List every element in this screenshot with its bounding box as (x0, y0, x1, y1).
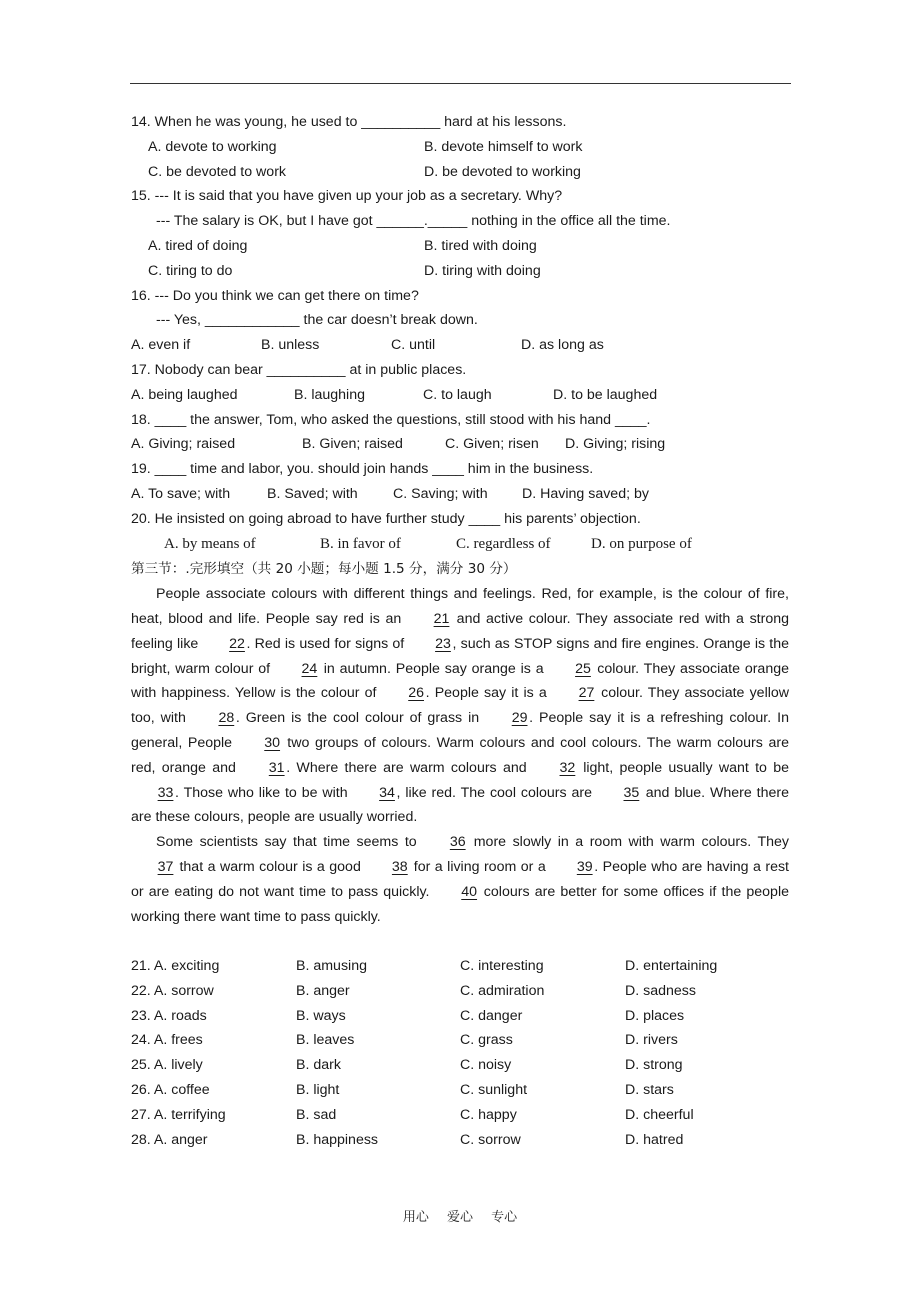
blank-34: 34 (379, 784, 395, 801)
option-d: D. be devoted to working (424, 163, 581, 180)
cloze-option: C. noisy (460, 1057, 512, 1074)
cloze-option: 22. A. sorrow (131, 982, 214, 999)
passage-text: and blue. Where there are these colours, people are usually worried. (131, 784, 790, 826)
blank-40: 40 (461, 883, 478, 900)
question-17 (131, 358, 789, 408)
cloze-option-row (131, 1078, 789, 1103)
cloze-option: 26. A. coffee (131, 1082, 210, 1099)
passage-text: . Those who like to be with (175, 784, 353, 801)
option-a: A. Giving; raised (131, 436, 236, 453)
blank-26: 26 (408, 685, 424, 702)
cloze-option: D. strong (625, 1057, 683, 1074)
option-d: D. tiring with doing (424, 262, 541, 279)
option-b: B. tired with doing (424, 237, 537, 254)
blank-24: 24 (301, 660, 318, 677)
passage-text: for a living room or a (409, 858, 551, 875)
passage-text: and active colour. They associate red with a strong feeling like (131, 610, 789, 652)
cloze-option-row (131, 1028, 789, 1053)
passage-text: People associate colours with different things and feelings. Red, for example, is the colour of fire, heat, blood and life. People say red is an (131, 586, 789, 627)
blank-39: 39 (576, 858, 593, 875)
option-a: A. devote to working (148, 138, 277, 155)
blank-30: 30 (264, 734, 281, 751)
question-stem: 14. When he was young, he used to __________ hard at his lessons. (131, 114, 567, 130)
option-a: A. being laughed (131, 386, 238, 403)
cloze-option: C. interesting (460, 958, 544, 975)
question-stem: 17. Nobody can bear __________ at in public places. (131, 361, 467, 378)
cloze-option-row (131, 1128, 789, 1153)
option-c: C. tiring to do (148, 262, 233, 279)
option-c: C. regardless of (456, 535, 551, 552)
option-a: A. To save; with (131, 485, 231, 502)
blank-33: 33 (157, 784, 174, 801)
passage-text: . People say it is a (425, 685, 552, 702)
cloze-option: D. entertaining (625, 958, 718, 975)
cloze-option: 21. A. exciting (131, 958, 220, 975)
cloze-option: D. sadness (625, 982, 696, 999)
blank-31: 31 (268, 759, 285, 776)
cloze-option: C. grass (460, 1032, 513, 1049)
option-b: B. laughing (294, 386, 365, 403)
section-heading: 第三节：.完形填空（共 20 小题；每小题 1.5 分，满分 30 分） (131, 561, 517, 578)
question-16 (131, 284, 789, 358)
cloze-option: D. hatred (625, 1131, 684, 1148)
header-rule (130, 83, 791, 84)
option-d: D. to be laughed (553, 386, 658, 403)
question-stem-reply: --- Yes, ____________ the car doesn’t break down. (156, 312, 478, 329)
blank-29: 29 (511, 710, 528, 727)
option-a: A. tired of doing (148, 237, 248, 254)
passage-text: . Green is the cool colour of grass in (235, 710, 486, 727)
blank-35: 35 (623, 784, 640, 801)
cloze-option: C. sunlight (460, 1082, 528, 1099)
option-a: A. even if (131, 337, 191, 354)
passage-text: , like red. The cool colours are (396, 784, 597, 801)
cloze-option: C. sorrow (460, 1131, 521, 1148)
option-b: B. devote himself to work (424, 138, 583, 155)
blank-23: 23 (435, 635, 451, 652)
cloze-option-row (131, 1053, 789, 1078)
option-b: B. Given; raised (302, 436, 403, 453)
passage-text: light, people usually want to be (576, 759, 790, 776)
passage-text: . Where there are warm colours and (286, 759, 533, 776)
cloze-option-row (131, 979, 789, 1004)
blank-38: 38 (391, 858, 408, 875)
cloze-option: B. dark (296, 1057, 341, 1074)
cloze-option: 23. A. roads (131, 1007, 207, 1024)
question-19 (131, 457, 789, 507)
cloze-options (131, 954, 789, 1152)
question-stem: 18. ____ the answer, Tom, who asked the questions, still stood with his hand ____. (131, 411, 651, 428)
cloze-option-row (131, 1004, 789, 1029)
passage-text: . People say it is a refreshing colour. In general, People (131, 710, 789, 751)
option-b: B. unless (261, 337, 320, 354)
blank-22: 22 (229, 635, 245, 652)
passage-text: colour. They associate yellow too, with (131, 685, 790, 727)
passage-text: that a warm colour is a good (175, 858, 366, 875)
cloze-option: D. places (625, 1007, 685, 1024)
question-stem-reply: --- The salary is OK, but I have got ______._____ nothing in the office all the time. (156, 213, 671, 230)
option-d: D. Giving; rising (565, 436, 666, 453)
question-stem: 19. ____ time and labor, you. should join hands ____ him in the business. (131, 461, 594, 478)
cloze-option: B. happiness (296, 1131, 379, 1148)
passage-text: colour. They associate orange with happiness. Yellow is the colour of (131, 660, 789, 702)
passage-text: . Red is used for signs of (246, 635, 409, 652)
option-c: C. to laugh (423, 386, 492, 403)
passage-paragraph-2 (131, 830, 789, 929)
option-c: C. Saving; with (393, 485, 488, 502)
cloze-option: B. light (296, 1082, 340, 1099)
option-c: C. Given; risen (445, 436, 539, 453)
question-14 (131, 110, 789, 184)
blank-32: 32 (559, 759, 576, 776)
cloze-option: B. ways (296, 1007, 346, 1024)
option-c: C. until (391, 337, 436, 354)
passage-paragraph-1 (131, 582, 789, 830)
question-15 (131, 184, 789, 283)
cloze-option: B. amusing (296, 958, 367, 975)
cloze-option: D. cheerful (625, 1106, 694, 1123)
page-footer: 用心 爱心 专心 (402, 1210, 518, 1225)
exam-content (131, 110, 789, 1152)
cloze-option: B. sad (296, 1106, 337, 1123)
cloze-option-row (131, 954, 789, 979)
blank-36: 36 (449, 834, 466, 851)
cloze-option: 28. A. anger (131, 1131, 208, 1148)
cloze-option: 25. A. lively (131, 1057, 203, 1074)
option-d: D. as long as (521, 337, 604, 354)
cloze-option: B. leaves (296, 1032, 355, 1049)
question-20 (131, 507, 789, 557)
cloze-option: C. happy (460, 1106, 517, 1123)
blank-27: 27 (578, 685, 595, 702)
option-b: B. Saved; with (267, 485, 358, 502)
question-stem: 15. --- It is said that you have given up your job as a secretary. Why? (131, 188, 563, 205)
cloze-option: D. stars (625, 1082, 674, 1099)
blank-21: 21 (433, 610, 450, 627)
option-b: B. in favor of (320, 535, 401, 552)
cloze-option: C. danger (460, 1007, 523, 1024)
option-d: D. on purpose of (591, 535, 692, 552)
cloze-option: B. anger (296, 982, 350, 999)
cloze-option-row (131, 1103, 789, 1128)
question-18 (131, 408, 789, 458)
passage-text: in autumn. People say orange is a (318, 660, 549, 677)
passage-text: Some scientists say that time seems to (156, 834, 424, 851)
blank-28: 28 (218, 710, 235, 727)
cloze-option: 24. A. frees (131, 1032, 203, 1049)
option-a: A. by means of (164, 535, 256, 552)
question-stem: 20. He insisted on going abroad to have further study ____ his parents’ objection. (131, 510, 641, 527)
option-c: C. be devoted to work (148, 163, 287, 180)
cloze-option: C. admiration (460, 982, 545, 999)
passage-text: more slowly in a room with warm colours. They (467, 834, 789, 851)
blank-25: 25 (575, 660, 591, 677)
cloze-option: D. rivers (625, 1032, 678, 1049)
option-d: D. Having saved; by (522, 485, 649, 502)
passage-text: two groups of colours. Warm colours and cool colours. The warm colours are red, orange and (131, 734, 789, 776)
passage-text: , such as STOP signs and fire engines. Orange is the bright, warm colour of (131, 635, 789, 677)
question-stem: 16. --- Do you think we can get there on time? (131, 287, 419, 304)
passage-text: . People who are having a rest or are eating do not want time to pass quickly. (131, 858, 790, 900)
cloze-option: 27. A. terrifying (131, 1106, 226, 1123)
blank-37: 37 (157, 858, 174, 875)
passage-text: colours are better for some offices if the people working there want time to pass quickly. (131, 883, 789, 925)
